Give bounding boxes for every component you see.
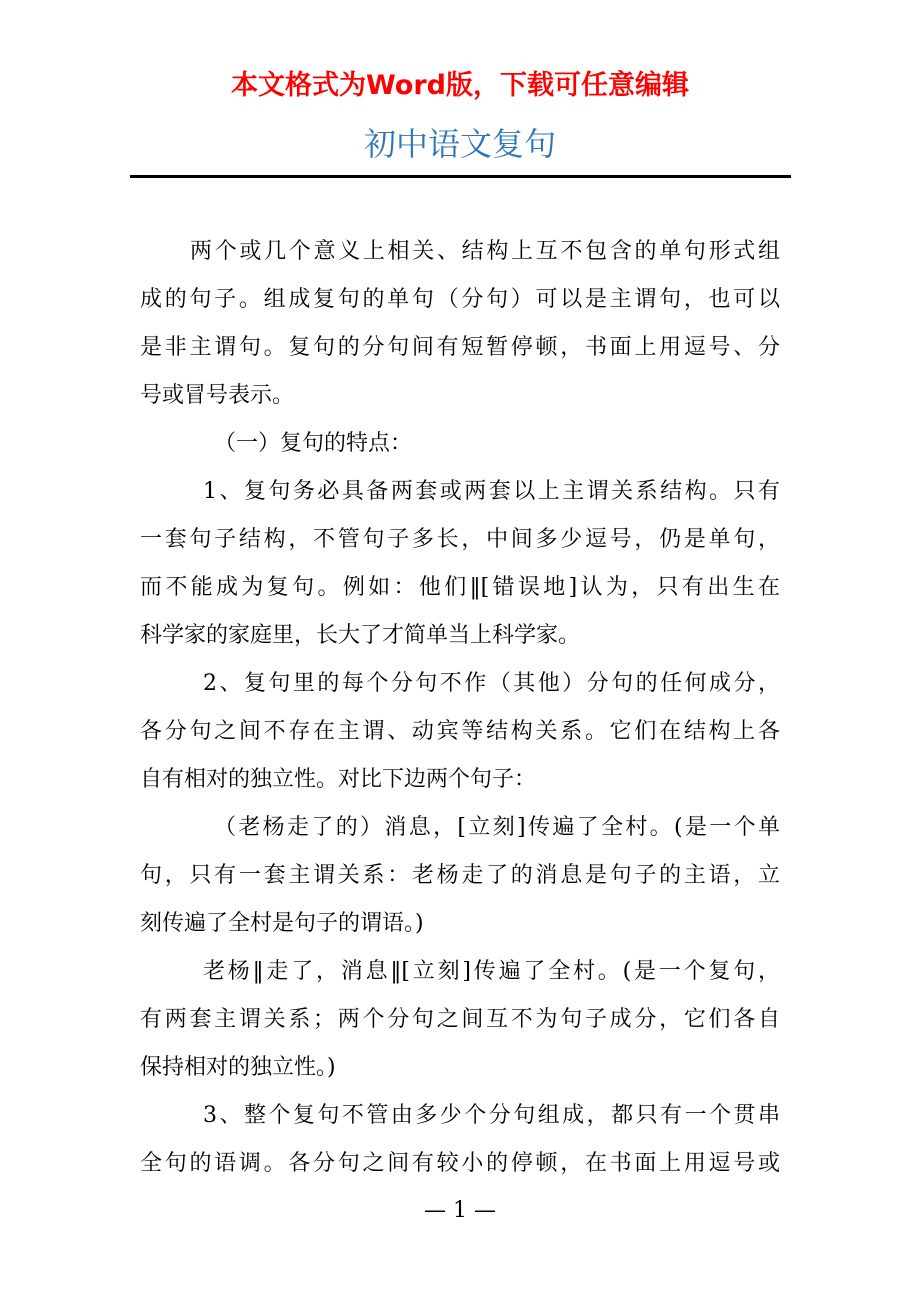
text-line: 自有相对的独立性。对比下边两个句子： — [140, 767, 537, 792]
text-line: 号或冒号表示。 — [140, 383, 295, 408]
text-line: 2、复句里的每个分句不作（其他）分句的任何成分， — [203, 671, 780, 696]
text-line: 是非主谓句。复句的分句间有短暂停顿，书面上用逗号、分 — [140, 335, 780, 360]
text-line: 各分句之间不存在主谓、动宾等结构关系。它们在结构上各 — [140, 719, 780, 744]
document-body — [140, 228, 780, 1188]
text-line: 3、整个复句不管由多少个分句组成，都只有一个贯串 — [203, 1103, 780, 1128]
page-number: — 1 — — [424, 1198, 496, 1223]
text-line: 科学家的家庭里，长大了才简单当上科学家。 — [140, 623, 581, 648]
paragraph-point-1 — [140, 468, 780, 660]
section-heading — [140, 420, 780, 468]
text-line: 1、复句务必具备两套或两套以上主谓关系结构。只有 — [203, 479, 780, 504]
text-line: 老杨‖走了，消息‖[立刻]传遍了全村。(是一个复句， — [203, 959, 780, 984]
text-line: 两个或几个意义上相关、结构上互不包含的单句形式组 — [190, 239, 780, 264]
text-line: （一）复句的特点： — [214, 431, 413, 456]
text-line: 全句的语调。各分句之间有较小的停顿，在书面上用逗号或 — [140, 1151, 780, 1176]
text-line: 成的句子。组成复句的单句（分句）可以是主谓句，也可以 — [140, 287, 780, 312]
header-divider — [130, 175, 791, 178]
paragraph-example-1 — [140, 804, 780, 948]
format-notice-banner: 本文格式为Word版，下载可任意编辑 — [230, 70, 689, 101]
paragraph-point-3 — [140, 1092, 780, 1188]
paragraph-intro — [140, 228, 780, 420]
text-line: 保持相对的独立性。) — [140, 1055, 336, 1080]
text-line: 而不能成为复句。例如：他们‖[错误地]认为，只有出生在 — [140, 575, 780, 600]
document-title: 初中语文复句 — [363, 125, 556, 163]
text-line: 句，只有一套主谓关系：老杨走了的消息是句子的主语，立 — [140, 863, 780, 888]
text-line: 有两套主谓关系；两个分句之间互不为句子成分，它们各自 — [140, 1007, 780, 1032]
text-line: 刻传遍了全村是句子的谓语。) — [140, 911, 424, 936]
paragraph-point-2 — [140, 660, 780, 804]
text-line: 一套句子结构，不管句子多长，中间多少逗号，仍是单句， — [140, 527, 780, 552]
paragraph-example-2 — [140, 948, 780, 1092]
text-line: （老杨走了的）消息，[立刻]传遍了全村。(是一个单 — [214, 815, 780, 840]
